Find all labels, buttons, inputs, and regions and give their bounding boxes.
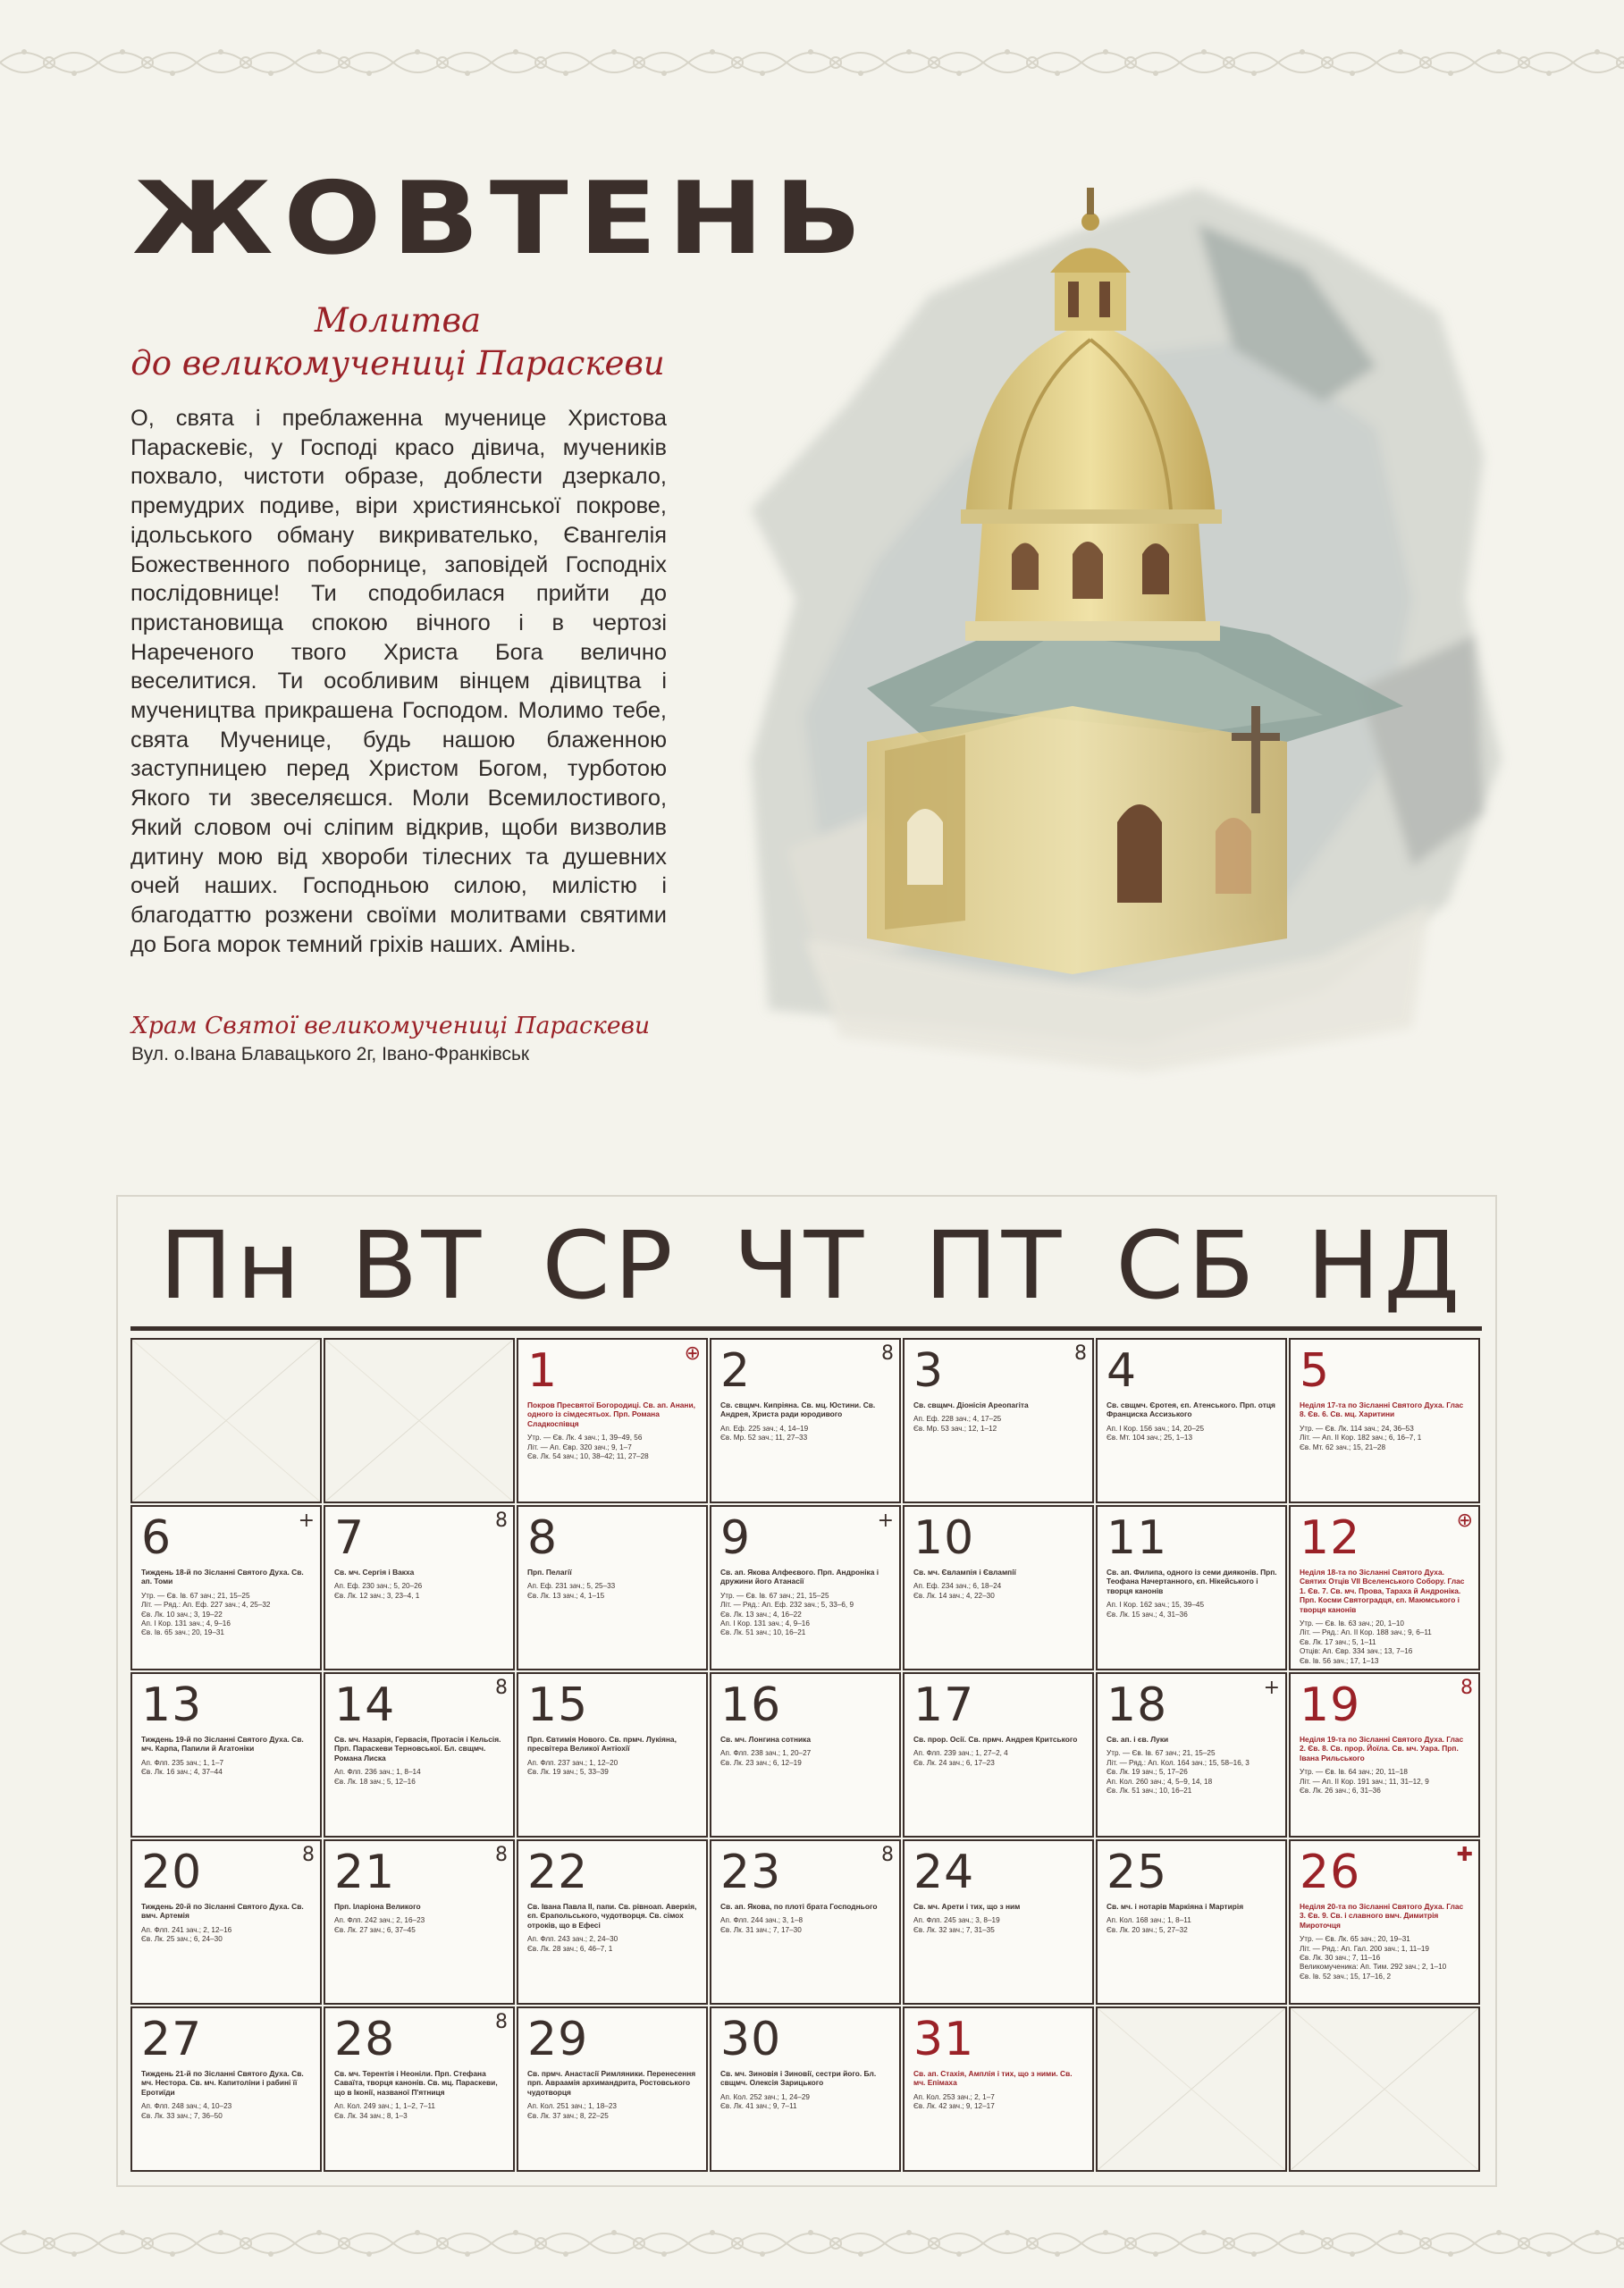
day-cell[interactable] [130, 1839, 322, 2005]
day-cell[interactable] [1096, 1338, 1287, 1503]
day-cell[interactable] [903, 1338, 1094, 1503]
feast-text: Тиждень 21-й по Зісланні Святого Духа. Св. мч. Нестора. Св. мч. Капитоліни і рабині її Еротиїди [141, 2069, 304, 2097]
readings-text: Ап. Флп. 235 зач.; 1, 1–7 Єв. Лк. 16 зач.; 4, 37–44 [141, 1758, 224, 1777]
day-cell[interactable] [130, 2006, 322, 2172]
bottom-ornament [0, 2216, 1624, 2270]
readings-text: Ап. Флп. 239 зач.; 1, 27–2, 4 Єв. Лк. 24 зач.; 6, 17–23 [913, 1749, 1008, 1767]
day-number: 7 [334, 1511, 366, 1565]
day-number: 18 [1107, 1678, 1168, 1732]
feast-text: Св. мч. Терентія і Неоніли. Прп. Стефана Саваїта, творця канонів. Св. мц. Параскеви, що в Іконії, названої П'ятниця [334, 2069, 498, 2097]
day-number: 3 [913, 1344, 945, 1398]
day-number: 11 [1107, 1511, 1168, 1565]
feast-text: Св. Івана Павла ІІ, папи. Св. рівноап. Аверкія, єп. Єрапольського, чудотворця. Св. сімох отроків, що в Ефесі [527, 1902, 697, 1930]
calendar-grid [130, 1338, 1482, 2171]
day-number: 26 [1300, 1846, 1361, 1899]
day-number: 10 [913, 1511, 975, 1565]
day-cell[interactable] [903, 1505, 1094, 1670]
feast-rank-icon: 8 [495, 1677, 508, 1699]
feast-rank-icon: + [1263, 1677, 1280, 1699]
day-cell[interactable] [1096, 1672, 1287, 1838]
day-number: 23 [720, 1846, 782, 1899]
empty-day-cell [130, 1338, 322, 1503]
prayer-title-line2: до великомучениці Параскеви [130, 344, 665, 383]
feast-text: Св. мч. Сергія і Вакха [334, 1568, 415, 1577]
readings-text: Ап. І Кор. 162 зач.; 15, 39–45 Єв. Лк. 15 зач.; 4, 31–36 [1107, 1601, 1204, 1619]
day-cell[interactable] [1289, 1672, 1480, 1838]
top-ornament [0, 36, 1624, 89]
readings-text: Утр. — Єв. Ів. 67 зач.; 21, 15–25 Літ. — Ряд.: Ап. Кол. 164 зач.; 15, 58–16, 3 Єв. Лк. 19 зач.; 5, 17–26 Ап. Кол. 260 зач.; 4, 5–9, 14, 18 Єв. Лк. 51 зач.; 10, 16–21 [1107, 1749, 1250, 1796]
feast-text: Св. свщмч. Єротея, єп. Атенського. Прп. отця Франциска Ассизького [1107, 1401, 1275, 1419]
day-number: 31 [913, 2013, 975, 2066]
day-cell[interactable] [517, 1505, 708, 1670]
feast-text: Св. мч. Назарія, Гервасія, Протасія і Кельсія. Прп. Параскеви Терновської. Бл. свщмч. Романа Лиска [334, 1735, 501, 1762]
readings-text: Утр. — Єв. Ів. 67 зач.; 21, 15–25 Літ. — Ряд.: Ап. Еф. 227 зач.; 4, 25–32 Єв. Лк. 10 зач.; 3, 19–22 Ап. І Кор. 131 зач.; 4, 9–16 Єв. Ів. 65 зач.; 20, 19–31 [141, 1591, 271, 1637]
feast-text: Тиждень 18-й по Зісланні Святого Духа. Св. ап. Томи [141, 1568, 304, 1586]
day-number: 2 [720, 1344, 752, 1398]
feast-rank-icon: ⊕ [684, 1342, 701, 1365]
feast-rank-icon: 8 [495, 1844, 508, 1866]
feast-text: Св. ап. Филипа, одного із семи дияконів. Прп. Теофана Начертанного, єп. Нікейського і творця канонів [1107, 1568, 1277, 1595]
day-cell[interactable] [710, 2006, 901, 2172]
day-cell[interactable] [1289, 1505, 1480, 1670]
day-cell[interactable] [903, 2006, 1094, 2172]
day-cell[interactable] [1096, 1839, 1287, 2005]
feast-rank-icon: ✚ [1456, 1844, 1473, 1866]
feast-text: Св. прмч. Анастасії Римляники. Перенесення прп. Авраамія архимандрита, Ростовського чудотворця [527, 2069, 696, 2097]
day-number: 30 [720, 2013, 782, 2066]
feast-rank-icon: 8 [1074, 1342, 1087, 1365]
day-cell[interactable] [517, 1338, 708, 1503]
day-cell[interactable] [1289, 1338, 1480, 1503]
prayer-title [125, 299, 670, 385]
day-number: 24 [913, 1846, 975, 1899]
readings-text: Ап. Еф. 230 зач.; 5, 20–26 Єв. Лк. 12 зач.; 3, 23–4, 1 [334, 1582, 423, 1600]
day-cell[interactable] [324, 2006, 515, 2172]
readings-text: Утр. — Єв. Ів. 67 зач.; 21, 15–25 Літ. — Ряд.: Ап. Еф. 232 зач.; 5, 33–6, 9 Єв. Лк. 13 зач.; 4, 16–22 Ап. І Кор. 131 зач.; 4, 9–16 Єв. Лк. 51 зач.; 10, 16–21 [720, 1591, 854, 1637]
readings-text: Утр. — Єв. Лк. 4 зач.; 1, 39–49, 56 Літ. — Ап. Євр. 320 зач.; 9, 1–7 Єв. Лк. 54 зач.; 10, 38–42; 11, 27–28 [527, 1434, 649, 1461]
feast-text: Св. ап. Стахія, Амплія і тих, що з ними. Св. мч. Епімаха [913, 2069, 1073, 2088]
feast-text: Св. ап. і єв. Луки [1107, 1735, 1169, 1744]
day-cell[interactable] [324, 1672, 515, 1838]
readings-text: Ап. І Кор. 156 зач.; 14, 20–25 Єв. Мт. 104 зач.; 25, 1–13 [1107, 1424, 1204, 1443]
readings-text: Ап. Флп. 238 зач.; 1, 20–27 Єв. Лк. 23 зач.; 6, 12–19 [720, 1749, 812, 1767]
day-cell[interactable] [903, 1672, 1094, 1838]
day-cell[interactable] [517, 1672, 708, 1838]
day-number: 20 [141, 1846, 203, 1899]
day-cell[interactable] [710, 1338, 901, 1503]
day-number: 16 [720, 1678, 782, 1732]
day-number: 25 [1107, 1846, 1168, 1899]
feast-text: Св. ап. Якова, по плоті брата Господнього [720, 1902, 878, 1911]
day-cell[interactable] [1096, 1505, 1287, 1670]
day-cell[interactable] [517, 1839, 708, 2005]
feast-text: Покров Пресвятої Богородиці. Св. ап. Анани, одного із сімдесятьох. Прп. Романа Сладкоспівця [527, 1401, 695, 1428]
day-number: 27 [141, 2013, 203, 2066]
feast-rank-icon: + [877, 1510, 894, 1532]
feast-rank-icon: 8 [495, 1510, 508, 1532]
feast-rank-icon: 8 [495, 2011, 508, 2033]
weekday-wed: СР [542, 1211, 677, 1320]
feast-text: Неділя 19-та по Зісланні Святого Духа. Глас 2. Єв. 8. Св. прор. Йоїла. Св. мч. Уара. Прп. Івана Рильського [1300, 1735, 1464, 1762]
readings-text: Ап. Флп. 236 зач.; 1, 8–14 Єв. Лк. 18 зач.; 5, 12–16 [334, 1768, 421, 1786]
feast-rank-icon: 8 [1460, 1677, 1473, 1699]
readings-text: Утр. — Єв. Лк. 114 зач.; 24, 36–53 Літ. — Ап. ІІ Кор. 182 зач.; 6, 16–7, 1 Єв. Мт. 62 зач.; 15, 21–28 [1300, 1424, 1422, 1451]
day-number: 1 [527, 1344, 559, 1398]
day-cell[interactable] [324, 1839, 515, 2005]
weekday-sun: НД [1306, 1211, 1464, 1320]
day-number: 19 [1300, 1678, 1361, 1732]
day-number: 17 [913, 1678, 975, 1732]
feast-text: Прп. Євтимія Нового. Св. прмч. Лукіяна, пресвітера Великої Антіохії [527, 1735, 677, 1754]
readings-text: Ап. Еф. 231 зач.; 5, 25–33 Єв. Лк. 13 зач.; 4, 1–15 [527, 1582, 616, 1600]
readings-text: Ап. Еф. 225 зач.; 4, 14–19 Єв. Мр. 52 зач.; 11, 27–33 [720, 1424, 809, 1443]
day-cell[interactable] [324, 1505, 515, 1670]
feast-text: Св. свщмч. Кипріяна. Св. мц. Юстини. Св. Андрея, Христа ради юродивого [720, 1401, 876, 1419]
empty-cell-pattern [1291, 2008, 1478, 2170]
header-rule [130, 1326, 1482, 1331]
day-number: 13 [141, 1678, 203, 1732]
readings-text: Утр. — Єв. Ів. 64 зач.; 20, 11–18 Літ. — Ап. ІІ Кор. 191 зач.; 11, 31–12, 9 Єв. Лк. 26 зач.; 6, 31–36 [1300, 1768, 1429, 1796]
day-cell[interactable] [130, 1505, 322, 1670]
feast-text: Св. прор. Осії. Св. прмч. Андрея Критського [913, 1735, 1078, 1744]
feast-rank-icon: ⊕ [1456, 1510, 1473, 1532]
feast-text: Св. мч. Арети і тих, що з ним [913, 1902, 1021, 1911]
empty-day-cell [1289, 2006, 1480, 2172]
weekday-header [132, 1211, 1482, 1318]
day-number: 9 [720, 1511, 752, 1565]
feast-text: Тиждень 20-й по Зісланні Святого Духа. Св. вмч. Артемія [141, 1902, 304, 1921]
day-number: 29 [527, 2013, 589, 2066]
month-title: ЖОВТЕНЬ [132, 161, 872, 277]
day-cell[interactable] [1289, 1839, 1480, 2005]
day-number: 15 [527, 1678, 589, 1732]
feast-text: Св. мч. і нотарів Маркіяна і Мартирія [1107, 1902, 1244, 1911]
day-number: 21 [334, 1846, 396, 1899]
feast-rank-icon: 8 [881, 1342, 894, 1365]
readings-text: Ап. Флп. 243 зач.; 2, 24–30 Єв. Лк. 28 зач.; 6, 46–7, 1 [527, 1935, 618, 1953]
day-number: 6 [141, 1511, 172, 1565]
empty-cell-pattern [325, 1340, 513, 1502]
feast-text: Св. мч. Лонгина сотника [720, 1735, 812, 1744]
day-number: 28 [334, 2013, 396, 2066]
temple-name: Храм Святої великомучениці Параскеви [131, 1012, 651, 1039]
readings-text: Ап. Кол. 249 зач.; 1, 1–2, 7–11 Єв. Лк. 34 зач.; 8, 1–3 [334, 2102, 435, 2120]
weekday-fri: ПТ [924, 1211, 1065, 1320]
day-cell[interactable] [130, 1672, 322, 1838]
readings-text: Ап. Еф. 228 зач.; 4, 17–25 Єв. Мр. 53 зач.; 12, 1–12 [913, 1415, 1002, 1433]
readings-text: Ап. Кол. 253 зач.; 2, 1–7 Єв. Лк. 42 зач.; 9, 12–17 [913, 2092, 995, 2111]
readings-text: Утр. — Єв. Ів. 63 зач.; 20, 1–10 Літ. — Ряд.: Ап. ІІ Кор. 188 зач.; 9, 6–11 Єв. Лк. 17 зач.; 5, 1–11 Отців: Ап. Євр. 334 зач.; 13, 7–16 Єв. Ів. 56 зач.; 17, 1–13 [1300, 1619, 1432, 1665]
weekday-tue: ВТ [350, 1211, 485, 1320]
feast-rank-icon: 8 [302, 1844, 315, 1866]
feast-text: Св. мч. Зиновія і Зиновії, сестри його. Бл. свщмч. Олексія Зарицького [720, 2069, 877, 2088]
day-number: 12 [1300, 1511, 1361, 1565]
readings-text: Ап. Флп. 237 зач.; 1, 12–20 Єв. Лк. 19 зач.; 5, 33–39 [527, 1758, 618, 1777]
empty-day-cell [1096, 2006, 1287, 2172]
feast-text: Неділя 18-та по Зісланні Святого Духа. Святих Отців VII Вселенського Собору. Глас 1. Єв. 7. Св. мч. Прова, Тараха й Андроніка. Прп. Косми Святоградця, єп. Маюмського і творця канонів [1300, 1568, 1465, 1614]
day-cell[interactable] [903, 1839, 1094, 2005]
day-number: 5 [1300, 1344, 1331, 1398]
day-number: 4 [1107, 1344, 1138, 1398]
readings-text: Ап. Кол. 168 зач.; 1, 8–11 Єв. Лк. 20 зач.; 5, 27–32 [1107, 1916, 1191, 1934]
readings-text: Утр. — Єв. Лк. 65 зач.; 20, 19–31 Літ. — Ряд.: Ап. Гал. 200 зач.; 1, 11–19 Єв. Лк. 30 зач.; 7, 11–16 Великомученика: Ап. Тим. 292 зач.; 2, 1–10 Єв. Ів. 52 зач.; 15, 17–16, 2 [1300, 1935, 1447, 1981]
feast-text: Прп. Іларіона Великого [334, 1902, 421, 1911]
weekday-mon: Пн [159, 1211, 305, 1320]
feast-text: Неділя 17-та по Зісланні Святого Духа. Глас 8. Єв. 6. Св. мц. Харитини [1300, 1401, 1464, 1419]
day-number: 14 [334, 1678, 396, 1732]
readings-text: Ап. Флп. 245 зач.; 3, 8–19 Єв. Лк. 32 зач.; 7, 31–35 [913, 1916, 1000, 1934]
day-cell[interactable] [710, 1505, 901, 1670]
church-watercolor-illustration [697, 134, 1519, 1090]
day-number: 22 [527, 1846, 589, 1899]
day-cell[interactable] [710, 1839, 901, 2005]
day-number: 8 [527, 1511, 559, 1565]
feast-text: Неділя 20-та по Зісланні Святого Духа. Глас 3. Єв. 9. Св. і славного вмч. Димитрія Мироточця [1300, 1902, 1464, 1930]
readings-text: Ап. Флп. 241 зач.; 2, 12–16 Єв. Лк. 25 зач.; 6, 24–30 [141, 1925, 232, 1944]
weekday-sat: СБ [1115, 1211, 1258, 1320]
readings-text: Ап. Кол. 251 зач.; 1, 18–23 Єв. Лк. 37 зач.; 8, 22–25 [527, 2102, 617, 2120]
feast-text: Тиждень 19-й по Зісланні Святого Духа. Св. мч. Карпа, Папили й Агатоніки [141, 1735, 304, 1754]
empty-day-cell [324, 1338, 515, 1503]
temple-address: Вул. о.Івана Блавацького 2г, Івано-Франківськ [131, 1044, 530, 1064]
day-cell[interactable] [710, 1672, 901, 1838]
weekday-thu: ЧТ [733, 1211, 868, 1320]
day-cell[interactable] [517, 2006, 708, 2172]
readings-text: Ап. Кол. 252 зач.; 1, 24–29 Єв. Лк. 41 зач.; 9, 7–11 [720, 2092, 810, 2111]
prayer-title-line1: Молитва [314, 301, 482, 340]
feast-text: Св. свщмч. Діонісія Ареопагіта [913, 1401, 1029, 1409]
readings-text: Ап. Флп. 248 зач.; 4, 10–23 Єв. Лк. 33 зач.; 7, 36–50 [141, 2102, 232, 2120]
feast-rank-icon: 8 [881, 1844, 894, 1866]
prayer-text: О, свята і преблаженна мученице Христова Параскевіє, у Господі красо дівича, мучеників похвало, чистоти образе, доблести дзеркало, премудрих подиве, віри християнської покрове, ідольського обману викривателько, Євангелія Божественного поборнице, заповідей Господніх послідовнице! Ти сподобилася прийти до пристановища спокою вічного і в чертозі Нареченого твого Христа Бога велично веселитися. Ти особливим вінцем дівицтва і мучеництва прикрашена Господом. Молимо тебе, свята Мученице, будь нашою блаженною заступницею перед Христом Богом, турботою Якого ти звеселяєшся. Моли Всемилостивого, Який словом очі сліпим відкрив, щоби визволив дитину мою від хвороби тілесних та душевних очей наших. Господньою силою, милістю і благодаттю розжени своїми молитвами святими до Бога морок темний гріхів наших. Амінь. [130, 406, 667, 957]
feast-text: Св. ап. Якова Алфеєвого. Прп. Андроніка і дружини його Атанасії [720, 1568, 879, 1586]
empty-cell-pattern [132, 1340, 320, 1502]
readings-text: Ап. Флп. 242 зач.; 2, 16–23 Єв. Лк. 27 зач.; 6, 37–45 [334, 1916, 425, 1934]
empty-cell-pattern [1098, 2008, 1285, 2170]
feast-text: Прп. Пелагії [527, 1568, 572, 1577]
readings-text: Ап. Еф. 234 зач.; 6, 18–24 Єв. Лк. 14 зач.; 4, 22–30 [913, 1582, 1002, 1600]
readings-text: Ап. Флп. 244 зач.; 3, 1–8 Єв. Лк. 31 зач.; 7, 17–30 [720, 1916, 804, 1934]
feast-rank-icon: + [298, 1510, 315, 1532]
feast-text: Св. мч. Євлампія і Євлампії [913, 1568, 1016, 1577]
